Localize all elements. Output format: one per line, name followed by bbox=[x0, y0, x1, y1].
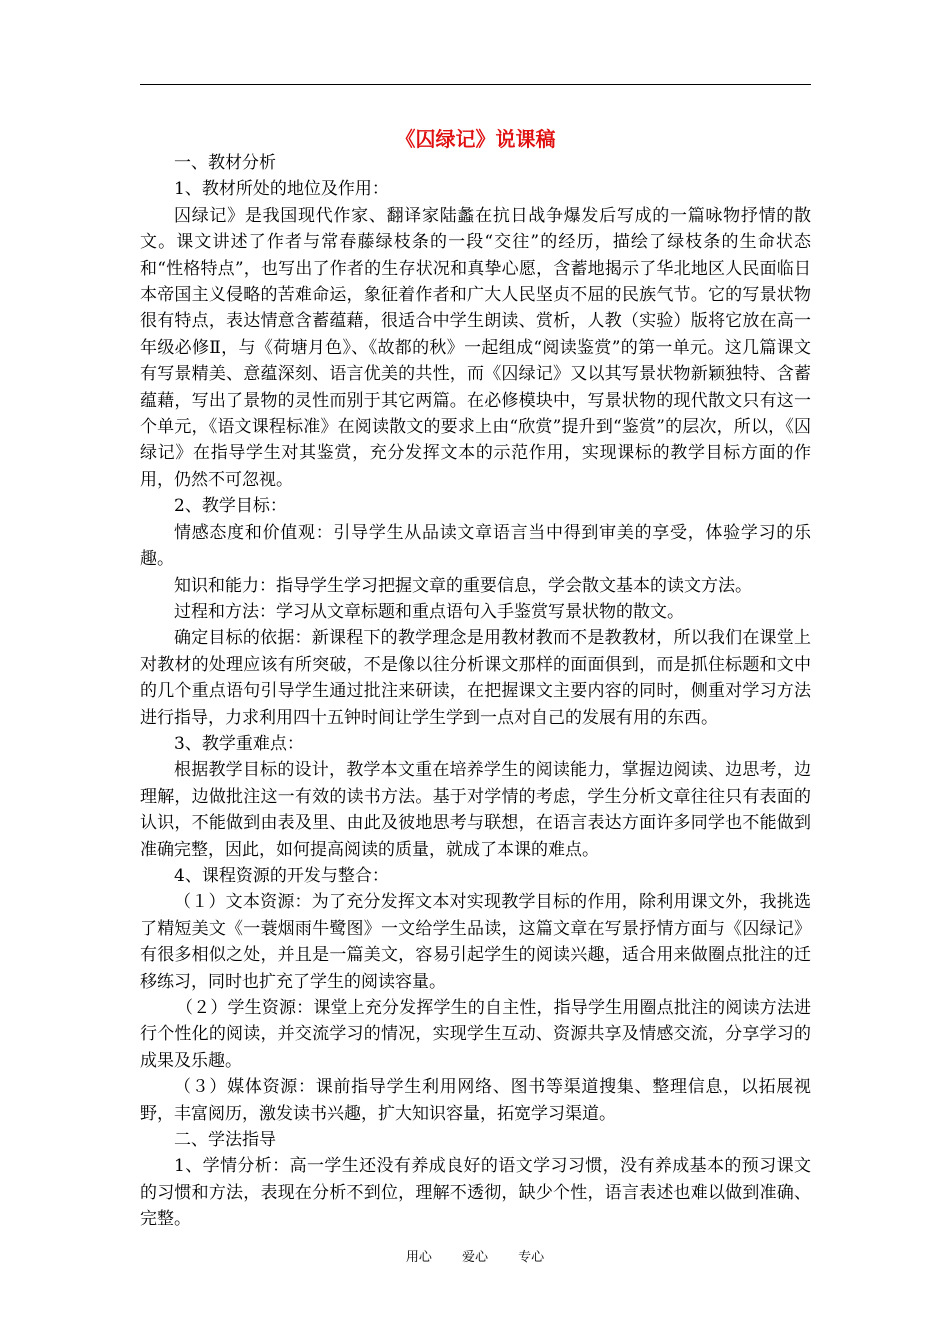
body-paragraph: 1、学情分析：高一学生还没有养成良好的语文学习习惯，没有养成基本的预习课文的习惯和方法，表现在分析不到位，理解不透彻，缺少个性，语言表述也难以做到准确、完整。 bbox=[140, 1156, 811, 1230]
body-paragraph: 确定目标的依据：新课程下的教学理念是用教材教而不是教教材，所以我们在课堂上对教材的处理应该有所突破，不是像以往分析课文那样的面面俱到，而是抓住标题和文中的几个重点语句引导学生通过批注来研读，在把握课文主要内容的同时，侧重对学习方法进行指导，力求利用四十五钟时间让学生学到一点对自己的发展有用的东西。 bbox=[140, 628, 811, 728]
subsection-heading-1-1: 1、教材所处的地位及作用： bbox=[174, 179, 389, 200]
body-paragraph: 囚绿记》是我国现代作家、翻译家陆蠡在抗日战争爆发后写成的一篇咏物抒情的散文。课文讲述了作者与常春藤绿枝条的一段“交往”的经历，描绘了绿枝条的生命状态和“性格特点”，也写出了作者的生存状况和真挚心愿，含蓄地揭示了华北地区人民面临日本帝国主义侵略的苦难命运，象征着作者和广大人民坚贞不屈的民族气节。它的写景状物很有特点，表达情意含蓄蕴藉，很适合中学生朗读、赏析，人教（实验）版将它放在高一年级必修Ⅱ，与《荷塘月色》、《故都的秋》一起组成“阅读鉴赏”的第一单元。这几篇课文有写景精美、意蕴深刻、语言优美的共性，而《囚绿记》又以其写景状物新颖独特、含蓄蕴藉，写出了景物的灵性而别于其它两篇。在必修模块中，写景状物的现代散文只有这一个单元，《语文课程标准》在阅读散文的要求上由“欣赏”提升到“鉴赏”的层次，所以，《囚绿记》在指导学生对其鉴赏，充分发挥文本的示范作用，实现课标的教学目标方面的作用，仍然不可忽视。 bbox=[140, 205, 811, 490]
body-paragraph: 过程和方法：学习从文章标题和重点语句入手鉴赏写景状物的散文。 bbox=[174, 601, 684, 622]
body-paragraph: 情感态度和价值观：引导学生从品读文章语言当中得到审美的享受，体验学习的乐趣。 bbox=[140, 522, 811, 570]
page-footer bbox=[0, 1249, 950, 1267]
footer-word-3: 专心 bbox=[518, 1250, 545, 1265]
body-paragraph: （２）学生资源：课堂上充分发挥学生的自主性，指导学生用圈点批注的阅读方法进行个性化的阅读，并交流学习的情况，实现学生互动、资源共享及情感交流，分享学习的成果及乐趣。 bbox=[140, 998, 811, 1071]
subsection-heading-1-2: 2、教学目标： bbox=[174, 496, 287, 517]
body-paragraph: （１）文本资源：为了充分发挥文本对实现教学目标的作用，除利用课文外，我挑选了精短美文《一蓑烟雨牛鹭图》一文给学生品读，这篇文章在写景抒情方面与《囚绿记》有很多相似之处，并且是一篇美文，容易引起学生的阅读兴趣，适合用来做圈点批注的迁移练习，同时也扩充了学生的阅读容量。 bbox=[140, 892, 811, 992]
subsection-heading-1-4: 4、课程资源的开发与整合： bbox=[174, 865, 389, 886]
footer-word-2: 爱心 bbox=[461, 1250, 488, 1265]
header-rule bbox=[140, 84, 811, 85]
subsection-heading-1-3: 3、教学重难点： bbox=[174, 733, 304, 754]
section-heading-1: 一、教材分析 bbox=[174, 153, 276, 173]
body-paragraph: 根据教学目标的设计，教学本文重在培养学生的阅读能力，掌握边阅读、边思考，边理解，边做批注这一有效的读书方法。基于对学情的考虑，学生分析文章往往只有表面的认识，不能做到由表及里、由此及彼地思考与联想，在语言表达方面许多同学也不能做到准确完整，因此，如何提高阅读的质量，就成了本课的难点。 bbox=[140, 760, 811, 860]
footer-word-1: 用心 bbox=[405, 1250, 432, 1265]
section-heading-2: 二、学法指导 bbox=[174, 1130, 276, 1151]
body-paragraph: （３）媒体资源：课前指导学生利用网络、图书等渠道搜集、整理信息，以拓展视野，丰富阅历，激发读书兴趣，扩大知识容量，拓宽学习渠道。 bbox=[140, 1077, 811, 1124]
document-title: 《囚绿记》说课稿 bbox=[395, 127, 556, 151]
body-paragraph: 知识和能力：指导学生学习把握文章的重要信息，学会散文基本的读文方法。 bbox=[174, 575, 752, 596]
document-body bbox=[140, 150, 811, 1233]
